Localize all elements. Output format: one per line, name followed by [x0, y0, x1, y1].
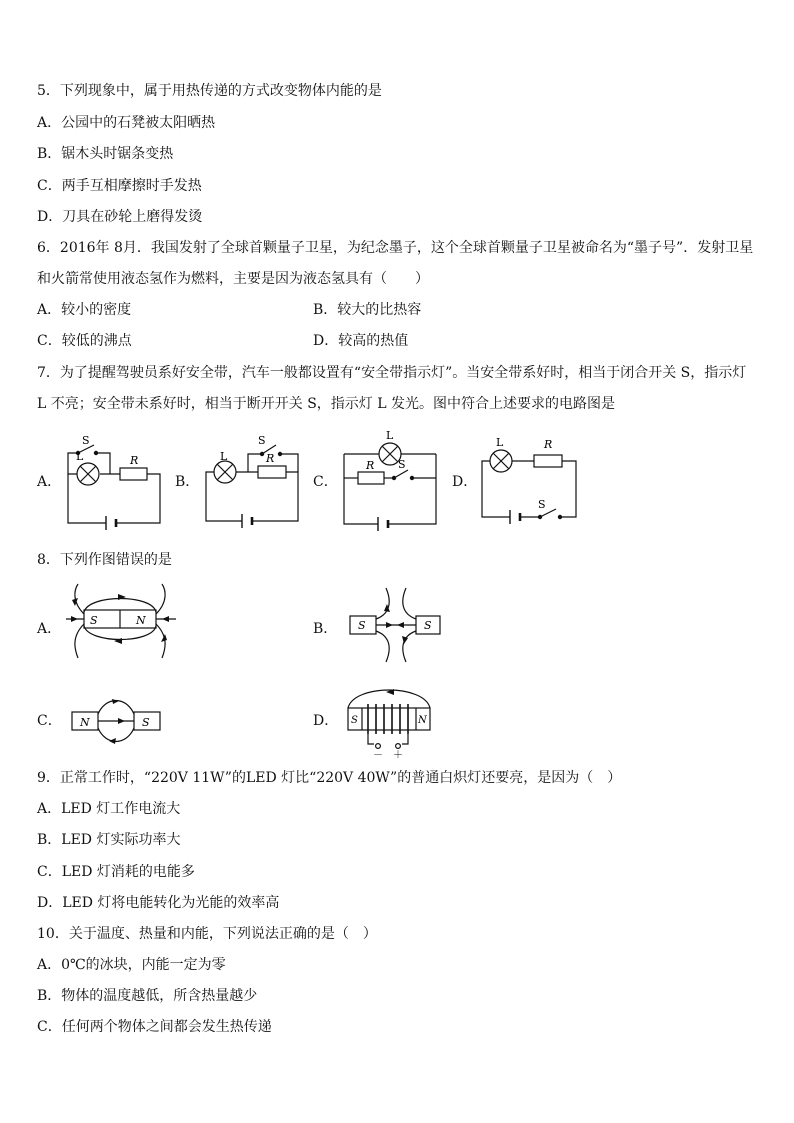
q7b-lamp-label: L: [220, 450, 228, 463]
q7-stem-line1: 7．为了提醒驾驶员系好安全带，汽车一般都设置有“安全带指示灯”。当安全带系好时，相当于闭合开关 S，指示灯: [37, 365, 747, 381]
q5-option-d: D．刀具在砂轮上磨得发烫: [37, 209, 203, 225]
q8a-south-pole: S: [90, 614, 98, 627]
q8-figure-b: [346, 584, 446, 664]
q10-option-c: C．任何两个物体之间都会发生热传递: [37, 1019, 272, 1035]
q8-figure-a: [64, 582, 184, 664]
q10-option-b: B．物体的温度越低，所含热量越少: [37, 988, 258, 1004]
q7-label-d: D．: [452, 474, 478, 490]
q10-option-a: A．0℃的冰块，内能一定为零: [37, 957, 226, 973]
q8c-south-pole: S: [142, 716, 150, 729]
q7d-resistor-label: R: [544, 438, 553, 451]
q8-figure-d: [344, 686, 436, 761]
q7a-resistor-label: R: [130, 454, 139, 467]
q6-stem-line1: 6．2016年 8月．我国发射了全球首颗量子卫星，为纪念墨子，这个全球首颗量子卫星被命名为“墨子号”．发射卫星: [37, 240, 754, 256]
q9-option-a: A．LED 灯工作电流大: [37, 801, 181, 817]
q7-circuit-c: [336, 428, 446, 530]
q8-figure-c: [66, 692, 166, 750]
q6-option-d: D．较高的热值: [313, 333, 409, 349]
q7-circuit-d: [476, 432, 586, 530]
q7-label-a: A．: [37, 474, 62, 490]
q7a-lamp-label: L: [76, 450, 84, 463]
q8-label-c: C．: [37, 713, 62, 729]
q5-option-b: B．锯木头时锯条变热: [37, 146, 174, 162]
q7-circuit-b: [198, 430, 308, 530]
q8d-plus-terminal: ＋: [393, 750, 403, 761]
q7-circuit-a: [60, 430, 170, 530]
q8d-minus-terminal: －: [373, 750, 383, 761]
q9-option-d: D．LED 灯将电能转化为光能的效率高: [37, 895, 280, 911]
q7c-resistor-label: R: [366, 459, 375, 472]
q6-option-b: B．较大的比热容: [313, 302, 422, 318]
q9-option-b: B．LED 灯实际功率大: [37, 832, 181, 848]
q7b-resistor-label: R: [266, 452, 275, 465]
q8-label-d: D．: [313, 713, 339, 729]
q6-option-c: C．较低的沸点: [37, 333, 132, 349]
q10-stem: 10．关于温度、热量和内能，下列说法正确的是（ ）: [37, 926, 377, 942]
q7d-switch-label: S: [538, 498, 546, 511]
q8d-north-pole: N: [418, 715, 427, 726]
q8b-south-pole-left: S: [358, 619, 366, 632]
q6-stem-line2: 和火箭常使用液态氢作为燃料，主要是因为液态氢具有（ ）: [37, 271, 429, 287]
q8b-south-pole-right: S: [424, 619, 432, 632]
q7-label-c: C．: [313, 474, 338, 490]
q7a-switch-label: S: [82, 434, 90, 447]
q7-label-b: B．: [175, 474, 200, 490]
q7c-lamp-label: L: [386, 429, 394, 442]
q8-label-b: B．: [313, 621, 338, 637]
q8-label-a: A．: [37, 621, 62, 637]
q9-stem: 9．正常工作时，“220V 11W”的LED 灯比“220V 40W”的普通白炽灯还要亮，是因为（ ）: [37, 770, 622, 786]
q6-option-a: A．较小的密度: [37, 302, 132, 318]
q8c-north-pole: N: [80, 716, 90, 729]
q8a-north-pole: N: [136, 614, 146, 627]
q5-stem: 5．下列现象中，属于用热传递的方式改变物体内能的是: [37, 83, 382, 99]
q5-option-a: A．公园中的石凳被太阳晒热: [37, 115, 216, 131]
q7d-lamp-label: L: [496, 436, 504, 449]
q9-option-c: C．LED 灯消耗的电能多: [37, 864, 195, 880]
q7b-switch-label: S: [258, 434, 266, 447]
q8-stem: 8．下列作图错误的是: [37, 552, 172, 568]
q7-stem-line2: L 不亮；安全带未系好时，相当于断开开关 S，指示灯 L 发光。图中符合上述要求的电路图是: [37, 396, 615, 412]
q5-option-c: C．两手互相摩擦时手发热: [37, 178, 202, 194]
q7c-switch-label: S: [398, 458, 406, 471]
q8d-south-pole: S: [351, 715, 358, 726]
